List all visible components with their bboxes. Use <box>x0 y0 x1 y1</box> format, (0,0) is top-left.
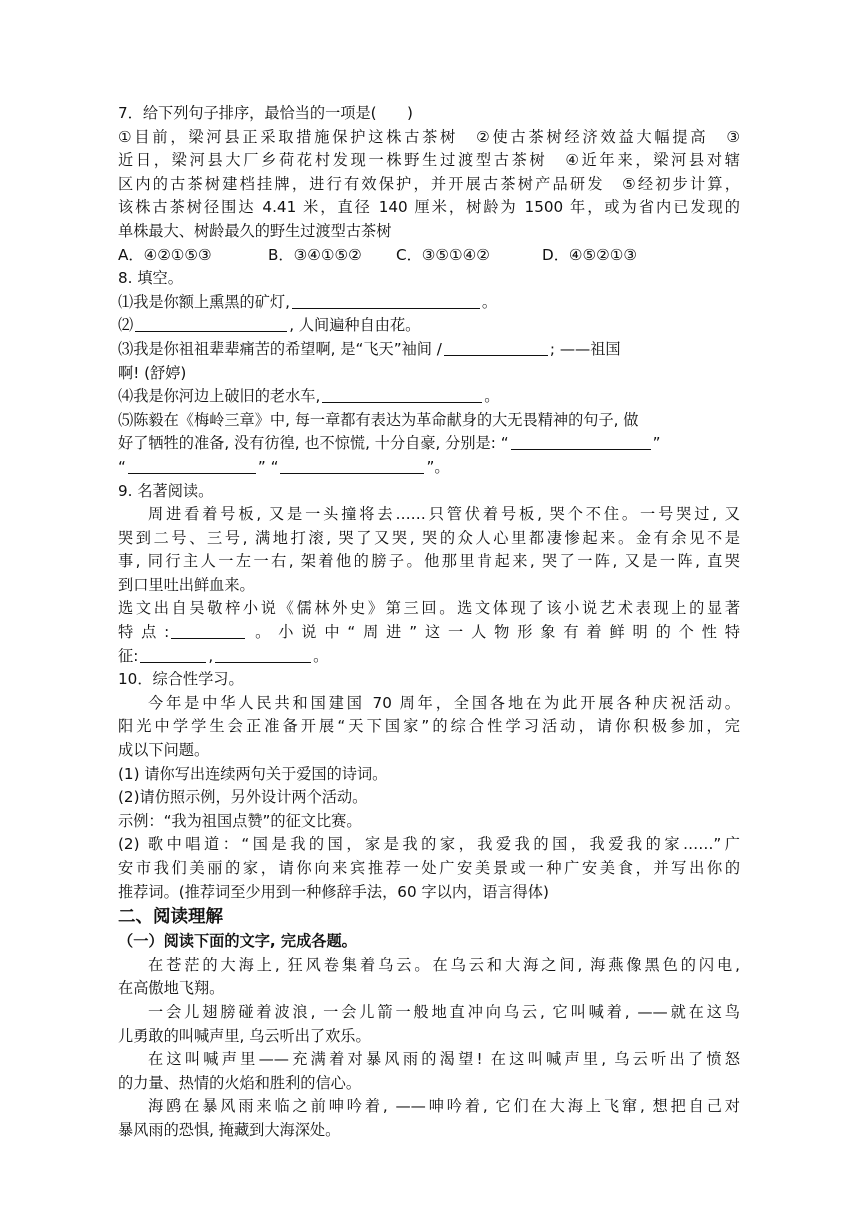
quote-open: “ <box>118 457 126 476</box>
q8-item-3-text: ⑶我是你祖祖辈辈痛苦的希望啊, 是“飞天”袖间 / <box>118 339 442 358</box>
q7-option-d: D．④⑤②①③ <box>542 245 637 264</box>
q8-item-2-text: , 人间遍种自由花。 <box>289 316 421 335</box>
q9-feature <box>118 621 740 645</box>
q7-option-a: A．④②①⑤③ <box>118 245 212 264</box>
reading-line: 一会儿翅膀碰着波浪, 一会儿箭一般地直冲向乌云, 它叫喊着, ——就在这鸟 <box>148 1002 740 1021</box>
q7-line: 近日，梁河县大厂乡荷花村发现一株野生过渡型古茶树 ④近年来，梁河县对辖 <box>118 151 740 170</box>
reading-line: 儿勇敢的叫喊声里, 乌云听出了欢乐。 <box>118 1026 371 1045</box>
q9-source: 选文出自吴敬梓小说《儒林外史》第三回。选文体现了该小说艺术表现上的显著 <box>118 599 740 618</box>
q9-passage-line: 哭到二号、三号, 满地打滚, 哭了又哭, 哭的众人心里都凄惨起来。金有余见不是 <box>118 528 740 547</box>
q7-line: 单株最大、树龄最久的野生过渡型古茶树 <box>118 221 392 240</box>
q8-title: 8. 填空。 <box>118 269 183 288</box>
q10-intro-line: 阳光中学学生会正准备开展“天下国家”的综合性学习活动，请你积极参加，完 <box>118 717 740 736</box>
q9-title: 9. 名著阅读。 <box>118 481 214 500</box>
answer-blank[interactable] <box>292 293 480 309</box>
reading-line: 暴风雨的恐惧, 掩藏到大海深处。 <box>118 1120 341 1139</box>
quote-close: ”。 <box>426 457 450 476</box>
document-body <box>118 102 740 1143</box>
q8-item-3-cont: 啊! (舒婷) <box>118 363 187 382</box>
q8-item-4-end: 。 <box>484 387 500 406</box>
q8-item-5: ⑸陈毅在《梅岭三章》中, 每一章都有表达为革命献身的大无畏精神的句子, 做 <box>118 410 639 429</box>
q10-title: 10．综合性学习。 <box>118 670 244 689</box>
comma: , <box>208 646 214 665</box>
period: 。 <box>313 646 329 665</box>
answer-blank[interactable] <box>444 340 548 356</box>
q10-intro-line: 今年是中华人民共和国建国 70 周年，全国各地在为此开展各种庆祝活动。 <box>148 693 740 712</box>
q10-intro-line: 成以下问题。 <box>118 741 210 760</box>
q8-item-1 <box>118 291 740 315</box>
q8-item-1-end: 。 <box>481 292 498 311</box>
q7-option-b: B．③④①⑤② <box>268 245 362 264</box>
answer-blank[interactable] <box>140 647 206 663</box>
q8-item-2 <box>118 314 740 338</box>
section-heading: 二、阅读理解 <box>118 907 223 928</box>
q10-part-3-line: (2) 歌中唱道：“国是我的国，家是我的家，我爱我的国，我爱我的家……”广 <box>118 835 740 854</box>
q9-passage-line: 到口里吐出鲜血来。 <box>118 575 255 594</box>
answer-blank[interactable] <box>171 623 245 639</box>
q9-feature-text: 。小说中“周进”这一人物形象有着鲜明的个性特 <box>247 623 740 642</box>
answer-blank[interactable] <box>511 434 651 450</box>
subsection-heading: （一）阅读下面的文字, 完成各题。 <box>118 932 357 951</box>
answer-blank[interactable] <box>135 316 287 332</box>
q8-item-5-cont <box>118 432 740 456</box>
q8-item-2-num: ⑵ <box>118 316 134 335</box>
q8-item-4 <box>118 385 740 409</box>
q8-item-5-blanks <box>118 456 740 480</box>
q7-line: 该株古茶树径围达 4.41 米，直径 140 厘米，树龄为 1500 年，或为省内已发现的 <box>118 198 740 217</box>
q10-part-2: (2)请仿照示例，另外设计两个活动。 <box>118 788 368 807</box>
q8-item-3 <box>118 338 740 362</box>
answer-blank[interactable] <box>128 458 256 474</box>
q8-item-5-text: 好了牺牲的准备, 没有彷徨, 也不惊慌, 十分自豪, 分别是: “ <box>118 434 509 453</box>
q8-item-1-text: ⑴我是你额上熏黑的矿灯, <box>118 292 290 311</box>
reading-line: 在苍茫的大海上, 狂风卷集着乌云。在乌云和大海之间, 海燕像黑色的闪电, <box>148 955 740 974</box>
q10-part-1: (1) 请你写出连续两句关于爱国的诗词。 <box>118 764 388 783</box>
q10-part-3-line: 安市我们美丽的家，请你向来宾推荐一处广安美景或一种广安美食，并写出你的 <box>118 859 740 877</box>
q9-passage-line: 事, 同行主人一左一右, 架着他的膀子。他那里肯起来, 哭了一阵, 又是一阵, 直哭 <box>118 552 740 571</box>
answer-blank[interactable] <box>280 458 424 474</box>
reading-line: 的力量、热情的火焰和胜利的信心。 <box>118 1073 361 1092</box>
q7-options <box>118 244 740 268</box>
q8-item-3-end: ; ——祖国 <box>549 339 621 358</box>
quote-mid: ” “ <box>257 457 279 476</box>
q8-item-5-quote: ” <box>652 434 661 453</box>
q10-part-3-line: 推荐词。(推荐词至少用到一种修辞手法，60 字以内，语言得体) <box>118 882 549 901</box>
q7-line: ①目前，梁河县正采取措施保护这株古茶树 ②使古茶树经济效益大幅提高 ③ <box>118 127 740 146</box>
q7-line: 区内的古茶树建档挂牌，进行有效保护，并开展古茶树产品研发 ⑤经初步计算， <box>118 174 740 193</box>
q10-example: 示例：“我为祖国点赞”的征文比赛。 <box>118 811 362 830</box>
q7-title: 7．给下列句子排序，最恰当的一项是( ) <box>118 104 413 122</box>
reading-line: 在这叫喊声里——充满着对暴风雨的渴望! 在这叫喊声里, 乌云听出了愤怒 <box>148 1050 740 1069</box>
q7-option-c: C．③⑤①④② <box>396 245 490 264</box>
reading-line: 在高傲地飞翔。 <box>118 979 225 998</box>
q9-trait <box>118 645 740 669</box>
reading-line: 海鸥在暴风雨来临之前呻吟着, ——呻吟着, 它们在大海上飞窜, 想把自己对 <box>148 1097 740 1116</box>
q9-passage-line: 周进看着号板, 又是一头撞将去……只管伏着号板, 哭个不住。一号哭过, 又 <box>148 505 740 524</box>
q8-item-4-text: ⑷我是你河边上破旧的老水车, <box>118 387 321 406</box>
answer-blank[interactable] <box>322 387 482 403</box>
q9-trait-label: 征: <box>118 646 139 665</box>
answer-blank[interactable] <box>215 647 311 663</box>
q9-feature-label: 特点: <box>118 623 170 642</box>
